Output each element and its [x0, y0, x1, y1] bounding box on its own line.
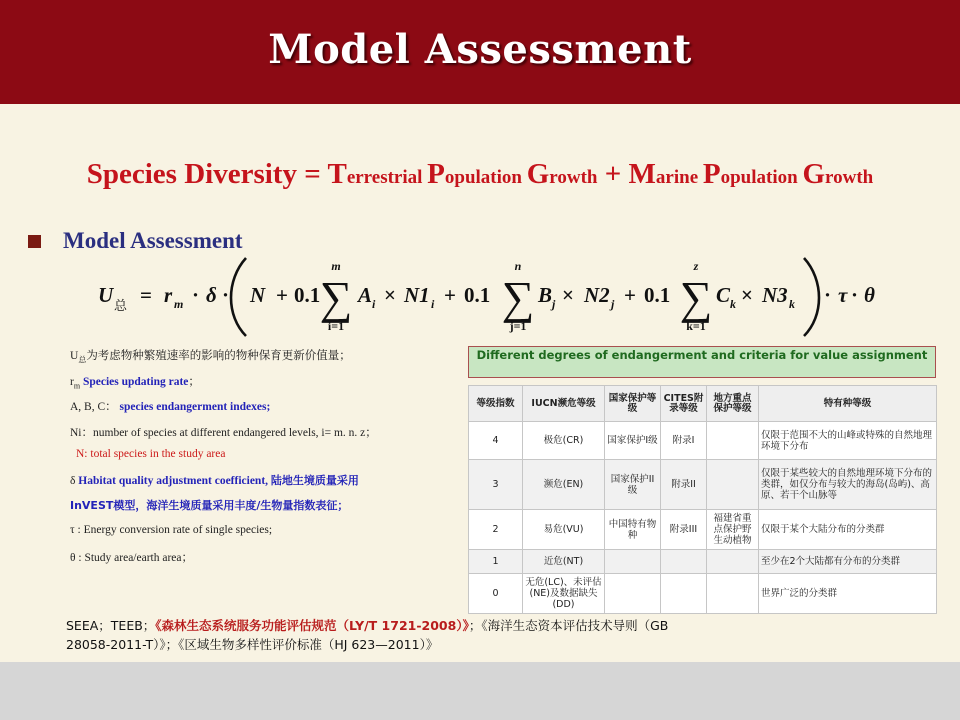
headline-part: arine [655, 167, 703, 188]
sum1-bot: i=1 [327, 319, 345, 333]
formula-U-sub: 总 [114, 299, 128, 314]
headline-part: M [628, 158, 656, 190]
table-cell: 2 [469, 510, 523, 550]
headline-part: Species Diversity = [86, 158, 328, 190]
table-cell: 0 [469, 574, 523, 614]
left-paren [231, 258, 246, 336]
var-u: $U_总$为考虑物种繁殖速率的影响的物种保育更新价值量； [70, 350, 351, 365]
formula-B-sub: j [552, 297, 556, 311]
footer-bar [0, 662, 960, 720]
table-cell: 易危(VU) [523, 510, 605, 550]
table-row [469, 510, 937, 550]
headline-part: P [427, 158, 445, 190]
sum1-top: m [331, 259, 341, 273]
headline-part: P [702, 158, 721, 190]
formula-times: × [562, 283, 574, 307]
formula-coef: 0.1 [464, 283, 491, 307]
table-cell: 无危(LC)、未评估(NE)及数据缺失(DD) [523, 574, 605, 614]
headline-part: + [597, 158, 629, 190]
headline-part: opulation [444, 167, 527, 188]
table-row [469, 574, 937, 614]
species-diversity-headline [0, 158, 960, 191]
table-cell [707, 550, 759, 574]
table-cell: 中国特有物种 [605, 510, 661, 550]
formula-N1-sub: i [431, 297, 435, 311]
headline-part: G [802, 158, 826, 190]
var-delta-2: InVEST模型，海洋生境质量采用丰度/生物量指数表征； [70, 499, 349, 512]
column-header: IUCN濒危等级 [523, 386, 605, 422]
table-cell: 仅限于某些较大的自然地理环境下分布的类群，如仅分布与较大的海岛(岛屿)、高原、若干个山脉等 [759, 460, 937, 510]
table-cell [605, 574, 661, 614]
table-cell: 附录II [661, 460, 707, 510]
var-n: N: total species in the study area [76, 448, 226, 460]
var-r: $r_m$ Species updating rate； [70, 376, 200, 391]
formula-times: × [384, 283, 396, 307]
headline-part: errestrial [346, 167, 428, 188]
formula-plus: + [624, 283, 636, 307]
table-cell: 1 [469, 550, 523, 574]
table-cell: 仅限于某个大陆分布的分类群 [759, 510, 937, 550]
table-cell [707, 574, 759, 614]
table-cell [707, 422, 759, 460]
headline-part: rowth [825, 167, 874, 188]
formula-theta: θ [864, 283, 875, 307]
formula-N: N [250, 283, 266, 307]
table-cell: 附录III [661, 510, 707, 550]
sum2-bot: j=1 [509, 319, 527, 333]
var-abc: A, B, C： species endangerment indexes; [70, 401, 271, 413]
formula-N3: N3 [762, 283, 788, 307]
formula-r: r [164, 283, 173, 307]
table-row [469, 550, 937, 574]
formula [98, 250, 878, 340]
formula-N3-sub: k [789, 297, 795, 311]
formula-delta: δ [206, 283, 217, 307]
var-ni: Ni：number of species at different endangered levels, i= m. n. z； [70, 427, 377, 439]
sum3-bot: k=1 [686, 319, 706, 333]
formula-U: U [98, 283, 114, 307]
table-cell: 国家保护II级 [605, 460, 661, 510]
formula-times: × [741, 283, 753, 307]
formula-B: B [538, 283, 553, 307]
column-header: CITES附录等级 [661, 386, 707, 422]
var-tau: τ : Energy conversion rate of single species; [70, 524, 273, 536]
formula-eq: = [140, 283, 152, 307]
table-cell: 极危(CR) [523, 422, 605, 460]
references: SEEA；TEEB；《森林生态系统服务功能评估规范（LY/T 1721-2008）》；《海洋生态资本评估技术导则（GB 28058-2011-T）》；《区域生物多样性评价标准（HJ 623—2011）》 [66, 618, 669, 652]
formula-plus: + [276, 283, 288, 307]
column-header: 特有种等级 [759, 386, 937, 422]
table-cell: 濒危(EN) [523, 460, 605, 510]
square-bullet-icon [28, 235, 41, 248]
formula-dot: · [192, 283, 200, 307]
table-row [469, 422, 937, 460]
formula-dot: · [222, 283, 230, 307]
formula-dot: · [851, 283, 859, 307]
formula-dot: · [824, 283, 832, 307]
var-delta-1: δ Habitat quality adjustment coefficient, 陆地生境质量采用 [70, 474, 359, 487]
table-cell: 附录I [661, 422, 707, 460]
table-cell: 至少在2个大陆都有分布的分类群 [759, 550, 937, 574]
headline-part: G [526, 158, 550, 190]
table-caption: Different degrees of endangerment and criteria for value assignment [468, 346, 936, 378]
right-paren [804, 258, 819, 336]
endangerment-table [468, 385, 937, 614]
formula-coef: 0.1 [644, 283, 671, 307]
sum3-sigma: ∑ [679, 272, 713, 323]
formula-coef: 0.1 [294, 283, 321, 307]
table-cell: 福建省重点保护野生动植物 [707, 510, 759, 550]
formula-tau: τ [838, 283, 848, 307]
formula-A: A [358, 283, 373, 307]
formula-N2-sub: j [611, 297, 615, 311]
table-cell: 近危(NT) [523, 550, 605, 574]
title-bar [0, 0, 960, 107]
bullet-label: Model Assessment [63, 228, 243, 253]
formula-plus: + [444, 283, 456, 307]
table-cell [661, 574, 707, 614]
var-theta: θ : Study area/earth area； [70, 552, 194, 564]
formula-r-sub: m [174, 297, 184, 311]
sum1-sigma: ∑ [319, 272, 353, 323]
formula-A-sub: i [372, 297, 376, 311]
column-header: 国家保护等级 [605, 386, 661, 422]
table-cell: 仅限于范围不大的山峰或特殊的自然地理环境下分布 [759, 422, 937, 460]
table-row [469, 460, 937, 510]
table-cell [707, 460, 759, 510]
column-header: 地方重点保护等级 [707, 386, 759, 422]
table-cell [661, 550, 707, 574]
headline-part: rowth [549, 167, 598, 188]
formula-C: C [716, 283, 731, 307]
table-header-row [469, 386, 937, 422]
formula-C-sub: k [730, 297, 736, 311]
table-cell: 世界广泛的分类群 [759, 574, 937, 614]
table-cell: 4 [469, 422, 523, 460]
sum3-top: z [693, 259, 699, 273]
sum2-top: n [514, 259, 522, 273]
headline-part: T [327, 158, 347, 190]
headline-part: opulation [720, 167, 803, 188]
column-header: 等级指数 [469, 386, 523, 422]
formula-N2: N2 [584, 283, 610, 307]
table-cell: 国家保护I级 [605, 422, 661, 460]
table-cell: 3 [469, 460, 523, 510]
table-cell [605, 550, 661, 574]
sum2-sigma: ∑ [501, 272, 535, 323]
formula-N1: N1 [404, 283, 430, 307]
slide-title: Model Assessment [268, 26, 692, 73]
